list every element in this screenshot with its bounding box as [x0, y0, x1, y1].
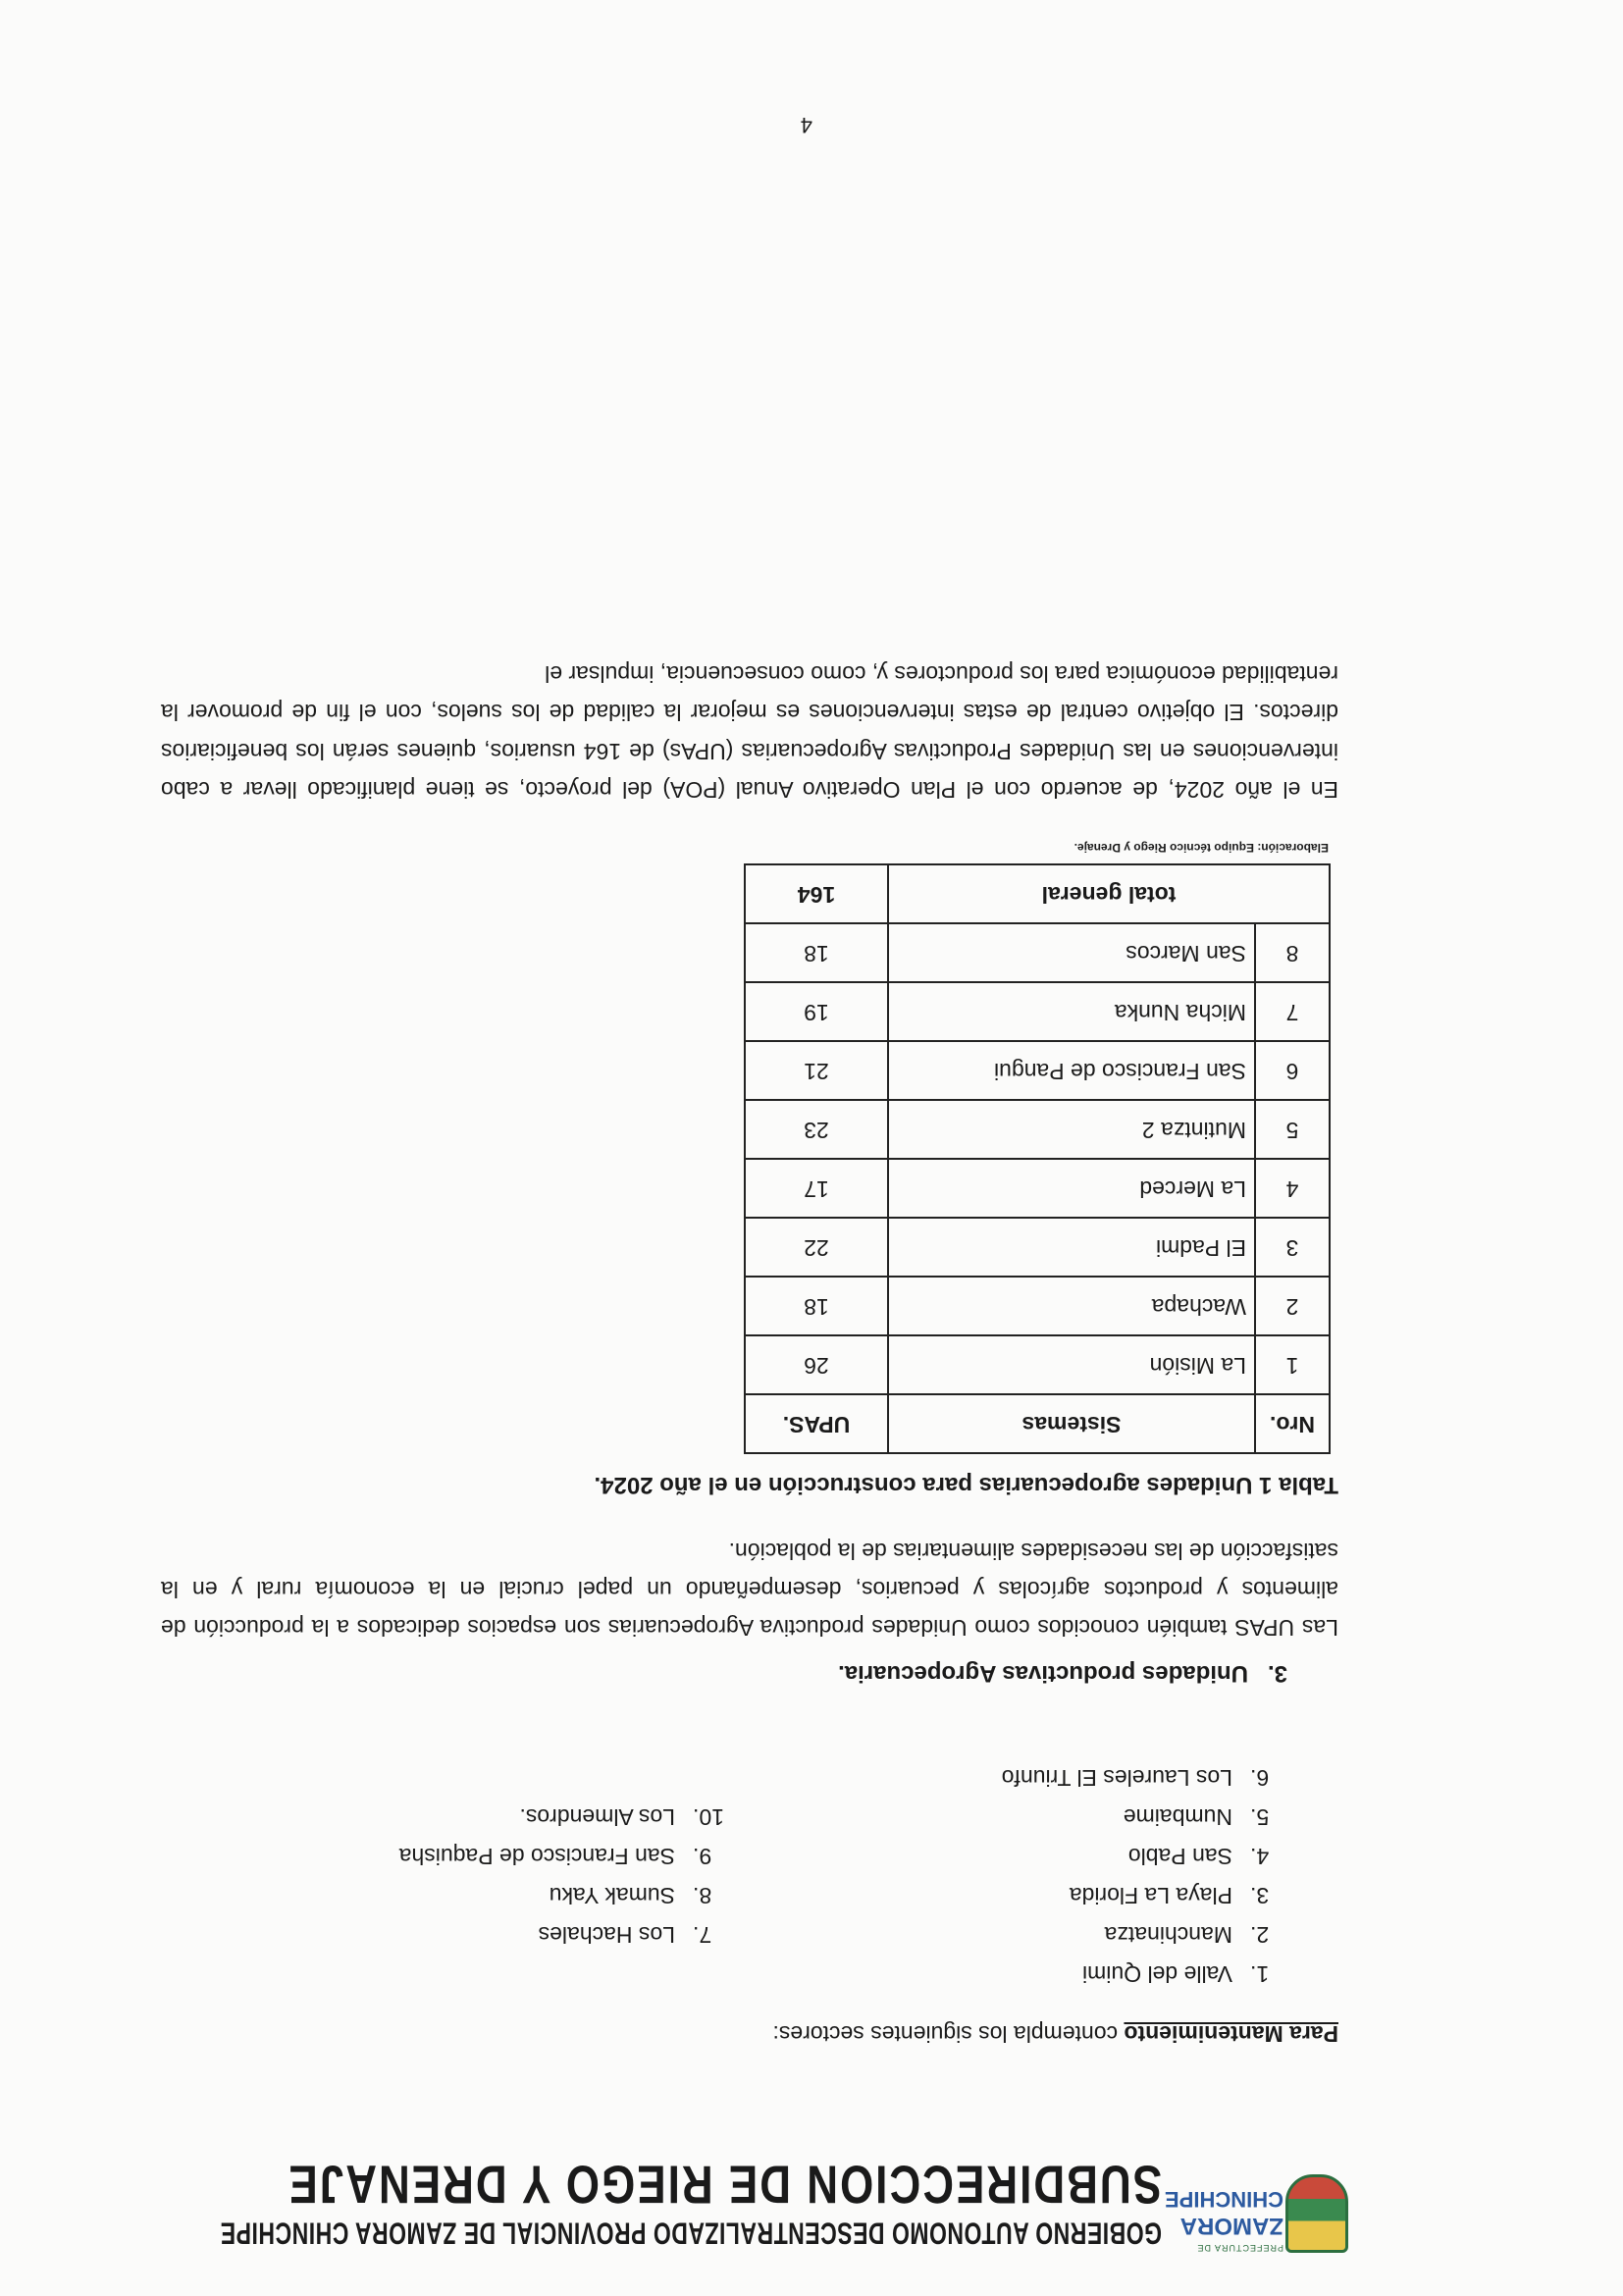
upas-table [744, 863, 1331, 1454]
list-item: 2.Manchinatza [1104, 1921, 1270, 1948]
prefecture-logo [1164, 2153, 1348, 2261]
column-header: Nro. [1255, 1394, 1330, 1453]
list-item: 3.Playa La Florida [1069, 1882, 1270, 1908]
maintenance-lead: Para Mantenimiento [1124, 2021, 1338, 2047]
page-content [161, 635, 1338, 2053]
table-row: 7 Micha Nunka 19 [745, 982, 1330, 1041]
table-header-row [745, 1394, 1330, 1453]
table-total-row [745, 864, 1330, 923]
logo-name-line1: ZAMORA [1179, 2213, 1283, 2239]
table-row: 2 Wachapa 18 [745, 1277, 1330, 1335]
closing-paragraph: En el año 2024, de acuerdo con el Plan Operativo Anual (POA) del proyecto, se tiene planificado llevar a cabo intervenciones en las Unidades Productivas Agropecuarias (UPAs) de 164 usuarios, quienes serán los beneficiarios directos. El objetivo central de estas intervenciones es mejorar la calidad de los suelos, con el fin de promover la rentabilidad económica para los productores y, como consecuencia, impulsar el [161, 661, 1338, 803]
list-item: 4.San Pablo [1127, 1843, 1270, 1869]
table-row: 3 El Padmi 22 [745, 1218, 1330, 1277]
list-item: 1.Valle del Quimi [1082, 1960, 1270, 1987]
table-row: 4 La Merced 17 [745, 1159, 1330, 1218]
list-item: 5.Numbaime [1123, 1803, 1270, 1830]
column-header: UPAS. [745, 1394, 888, 1453]
total-label: total general [888, 864, 1330, 923]
list-item: 7.Los Hachales [538, 1921, 712, 1948]
page-number: 4 [800, 113, 812, 137]
list-item: 9.San Francisco de Paquisha [398, 1843, 712, 1869]
section-heading: 3.Unidades productivas Agropecuaria. [838, 1659, 1287, 1687]
list-item: 8.Sumak Yaku [549, 1882, 712, 1908]
table-row: 6 San Francisco de Pangui 21 [745, 1041, 1330, 1100]
maintenance-lead-rest: contempla los siguientes sectores: [772, 2021, 1125, 2047]
page-header [171, 2133, 1348, 2261]
total-value: 164 [745, 864, 888, 923]
table-caption: Tabla 1 Unidades agropecuarias para construcción en el año 2024. [594, 1471, 1338, 1498]
department-name: SUBDIRECCION DE RIEGO Y DRENAJE [287, 2153, 1162, 2214]
table-row: 8 San Marcos 18 [745, 923, 1330, 982]
logo-prefix: PREFECTURA DE [1196, 2243, 1283, 2253]
table-row: 1 La Misión 26 [745, 1335, 1330, 1394]
organization-name: GOBIERNO AUTONOMO DESCENTRALIZADO PROVINCIAL DE ZAMORA CHINCHIPE [220, 2216, 1162, 2251]
list-item: 10.Los Almendros. [519, 1803, 724, 1830]
upas-paragraph: Las UPAS también conocidos como Unidades productiva Agropecuarias son espacios dedicados a la producción de alimentos y productos agrícolas y pecuarios, desempeñando un papel crucial en la economía rural y en la satisfacción de las necesidades alimentarias de la población. [161, 1538, 1338, 1642]
coat-of-arms-icon [1285, 2174, 1348, 2253]
sector-list [161, 1698, 1338, 1993]
list-item: 6.Los Laureles El Triunfo [1001, 1764, 1270, 1791]
maintenance-intro [161, 2014, 1338, 2053]
table-row: 5 Mutintza 2 23 [745, 1100, 1330, 1159]
logo-name-line2: CHINCHIPE [1164, 2187, 1283, 2212]
table-credit: Elaboración: Equipo técnico Riego y Drenaje. [1073, 841, 1329, 856]
column-header: Sistemas [888, 1394, 1255, 1453]
